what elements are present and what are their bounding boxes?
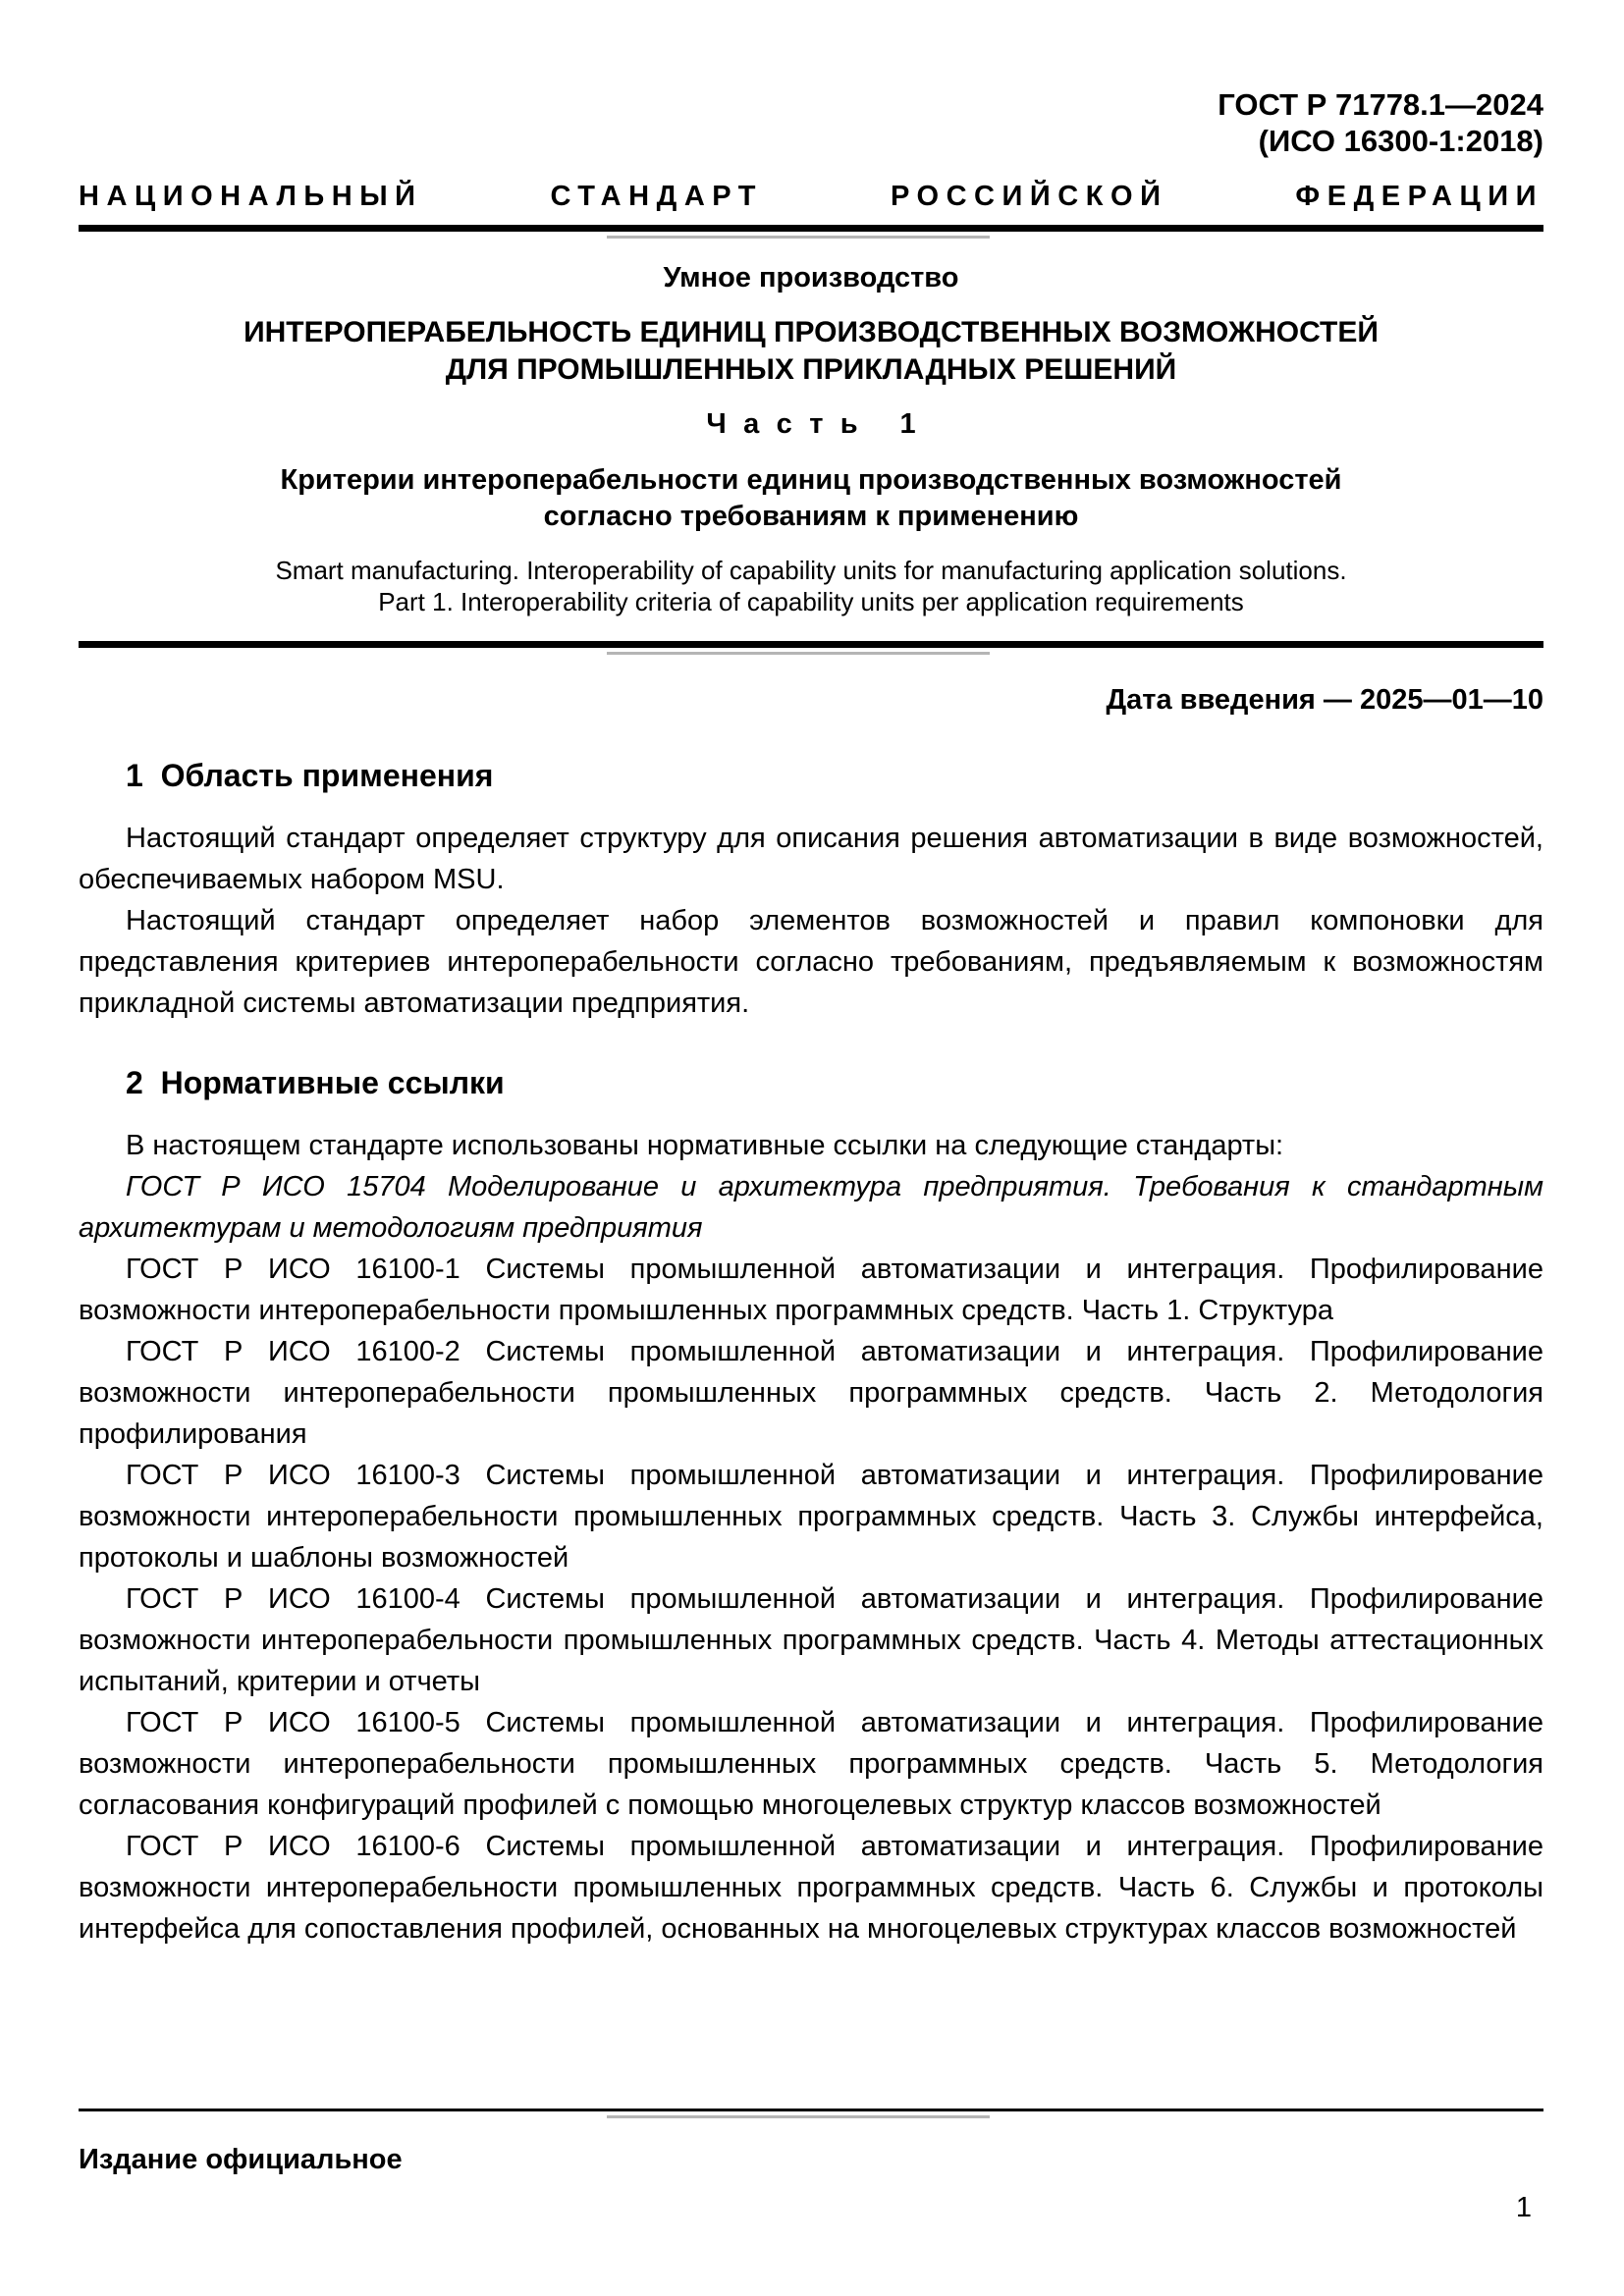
subtitle-line1: Критерии интероперабельности единиц производственных возможностей xyxy=(280,464,1342,496)
section-2-paragraph-gost-iso-15704: ГОСТ Р ИСО 15704 Моделирование и архитектура предприятия. Требования к стандартным архитектурам и методологиям предприятия xyxy=(79,1171,1543,1244)
edition-note: Издание официальное xyxy=(79,2144,403,2175)
section-2-heading: 2 Нормативные ссылки xyxy=(126,1065,505,1100)
section-2-paragraph-gost-iso-16100-1: ГОСТ Р ИСО 16100-1 Системы промышленной автоматизации и интеграция. Профилирование возможности интероперабельности промышленных программных средств. Часть 1. Структура xyxy=(79,1254,1543,1326)
title-rule-shadow xyxy=(607,652,990,655)
doc-reference xyxy=(79,86,1543,159)
standard-type-banner: НАЦИОНАЛЬНЫЙ СТАНДАРТ РОССИЙСКОЙ ФЕДЕРАЦИИ xyxy=(79,181,1543,212)
title-block xyxy=(79,262,1543,617)
title-rule xyxy=(79,641,1543,648)
subtitle-line2: согласно требованиям к применению xyxy=(543,501,1079,532)
english-title-line2: Part 1. Interoperability criteria of capability units per application requirements xyxy=(378,587,1244,616)
page-footer xyxy=(79,2109,1543,2224)
english-title xyxy=(79,555,1543,617)
main-title-line1: ИНТЕРОПЕРАБЕЛЬНОСТЬ ЕДИНИЦ ПРОИЗВОДСТВЕННЫХ ВОЗМОЖНОСТЕЙ xyxy=(244,316,1379,348)
section-1-paragraph: Настоящий стандарт определяет структуру для описания решения автоматизации в виде возможностей, обеспечиваемых набором MSU. xyxy=(79,823,1543,895)
doc-number: ГОСТ Р 71778.1—2024 xyxy=(1218,87,1543,122)
part-label: Часть 1 xyxy=(706,408,934,440)
page-number: 1 xyxy=(1515,2192,1532,2223)
main-title xyxy=(79,314,1543,389)
section-2-paragraph-gost-iso-16100-2: ГОСТ Р ИСО 16100-2 Системы промышленной автоматизации и интеграция. Профилирование возможности интероперабельности промышленных программных средств. Часть 2. Методология профилирования xyxy=(79,1336,1543,1450)
effective-date: Дата введения — 2025—01—10 xyxy=(1106,684,1543,716)
footer-rule-shadow xyxy=(607,2115,990,2118)
header-rule xyxy=(79,225,1543,232)
header-rule-shadow xyxy=(607,236,990,239)
english-title-line1: Smart manufacturing. Interoperability of capability units for manufacturing application solutions. xyxy=(275,556,1347,585)
section-2-paragraph-gost-iso-16100-4: ГОСТ Р ИСО 16100-4 Системы промышленной автоматизации и интеграция. Профилирование возможности интероперабельности промышленных программных средств. Часть 4. Методы аттестационных испытаний, критерии и отчеты xyxy=(79,1583,1543,1697)
iso-reference: (ИСО 16300-1:2018) xyxy=(1258,124,1543,158)
section-2-paragraph: В настоящем стандарте использованы нормативные ссылки на следующие стандарты: xyxy=(126,1130,1284,1161)
section-2-paragraph-gost-iso-16100-5: ГОСТ Р ИСО 16100-5 Системы промышленной автоматизации и интеграция. Профилирование возможности интероперабельности промышленных программных средств. Часть 5. Методология согласования конфигураций профилей с помощью многоцелевых структур классов возможностей xyxy=(79,1707,1543,1821)
section-2-paragraph-gost-iso-16100-3: ГОСТ Р ИСО 16100-3 Системы промышленной автоматизации и интеграция. Профилирование возможности интероперабельности промышленных программных средств. Часть 3. Службы интерфейса, протоколы и шаблоны возможностей xyxy=(79,1460,1543,1574)
section-1-heading: 1 Область применения xyxy=(126,758,494,793)
russian-subtitle xyxy=(79,462,1543,535)
subject-title: Умное производство xyxy=(663,262,959,294)
main-title-line2: ДЛЯ ПРОМЫШЛЕННЫХ ПРИКЛАДНЫХ РЕШЕНИЙ xyxy=(445,353,1177,386)
section-1-paragraph: Настоящий стандарт определяет набор элементов возможностей и правил компоновки для представления критериев интероперабельности согласно требованиям, предъявляемым к возможностям прикладной системы автоматизации предприятия. xyxy=(79,905,1543,1019)
footer-rule xyxy=(79,2109,1543,2111)
section-2-paragraph-gost-iso-16100-6: ГОСТ Р ИСО 16100-6 Системы промышленной автоматизации и интеграция. Профилирование возможности интероперабельности промышленных программных средств. Часть 6. Службы и протоколы интерфейса для сопоставления профилей, основанных на многоцелевых структурах классов возможностей xyxy=(79,1831,1543,1945)
